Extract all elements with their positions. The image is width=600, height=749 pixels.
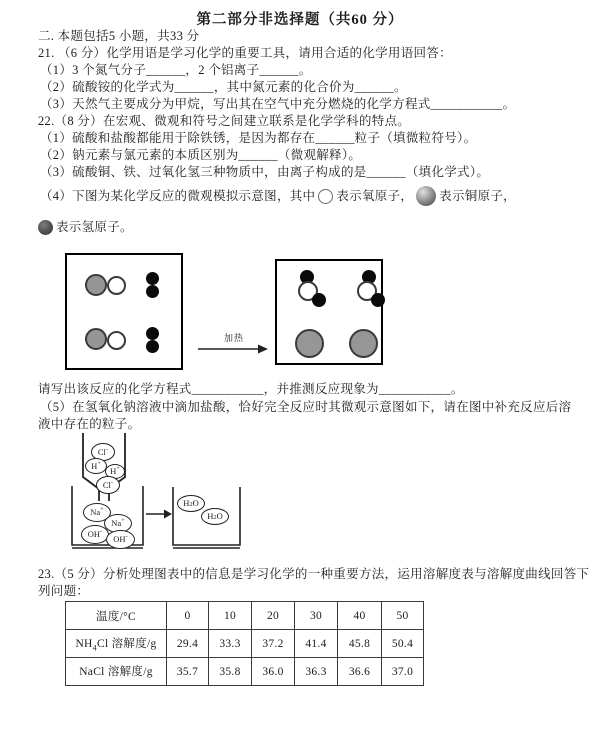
- table-cell: 36.6: [338, 658, 382, 686]
- reaction-arrow: [196, 342, 272, 356]
- q22-part4: [40, 186, 516, 206]
- ion-sodium: Na +: [104, 514, 132, 533]
- q22-part2: （2）钠元素与氯元素的本质区别为______（微观解释）。: [40, 148, 362, 162]
- q23-stem-line2: 列问题：: [38, 584, 90, 598]
- oxygen-atom-icon: [318, 189, 333, 204]
- hydrogen-atom: [146, 272, 159, 285]
- reaction-condition-label: 加热: [224, 333, 245, 343]
- copper-legend-label: 表示铜原子，: [439, 189, 516, 203]
- table-cell: 36.3: [295, 658, 338, 686]
- ion-chloride: Cl -: [96, 476, 120, 494]
- hydrogen-atom: [146, 327, 159, 340]
- solubility-table: [65, 601, 424, 686]
- ion-hydrogen: H +: [105, 464, 125, 479]
- copper-atom: [85, 274, 107, 296]
- table-header-cell: 40: [338, 602, 382, 630]
- hydrogen-atom-icon: [38, 220, 53, 235]
- ion-hydrogen: H +: [85, 458, 107, 474]
- row-label-cell: $NH_4Cl$ 溶解度/g: [66, 630, 167, 658]
- table-header-cell: 温度/°C: [66, 602, 167, 630]
- table-header-cell: 50: [382, 602, 424, 630]
- q21-part1: （1）3 个氮气分子______，2 个铝离子______。: [40, 63, 312, 77]
- q22-part4-hydrogen-legend: [38, 219, 133, 235]
- oxygen-legend-label: 表示氧原子，: [336, 189, 414, 203]
- ion-chloride: Cl -: [91, 443, 115, 461]
- ion-hydroxide: OH -: [81, 525, 109, 544]
- q21-part3: （3）天然气主要成分为甲烷，写出其在空气中充分燃烧的化学方程式___________。: [40, 97, 516, 111]
- ion-sodium: Na +: [83, 503, 111, 522]
- table-header-cell: 20: [252, 602, 295, 630]
- products-box: [275, 259, 383, 365]
- q22-part4-equation: 请写出该反应的化学方程式___________，并推测反应现象为___________。: [38, 382, 464, 396]
- hydrogen-atom: [146, 340, 159, 353]
- table-cell: 29.4: [167, 630, 209, 658]
- q22-part1: （1）硫酸和盐酸都能用于除铁锈，是因为都存在______粒子（填微粒符号）。: [40, 131, 477, 145]
- section-note: 二. 本题包括5 小题，共33 分: [38, 29, 200, 43]
- table-row-nh4cl: [66, 630, 424, 658]
- hydrogen-atom: [146, 285, 159, 298]
- molecule-water: H $_2$ O: [177, 495, 205, 512]
- copper-atom: [349, 329, 378, 358]
- q22-part5-line1: （5）在氢氧化钠溶液中滴加盐酸，恰好完全反应时其微观示意图如下，请在图中补充反应后溶: [40, 400, 572, 414]
- q21-part2: （2）硫酸铵的化学式为______，其中氮元素的化合价为______。: [40, 80, 407, 94]
- q23-stem-line1: 23.（5 分）分析处理图表中的信息是学习化学的一种重要方法，运用溶解度表与溶解度曲线回答下: [38, 567, 590, 581]
- reactants-box: [65, 253, 183, 370]
- hydrogen-legend-label: 表示氢原子。: [56, 220, 133, 234]
- q22-stem: 22.（8 分）在宏观、微观和符号之间建立联系是化学学科的特点。: [38, 114, 411, 128]
- hydrogen-atom: [371, 293, 385, 307]
- table-cell: 35.8: [209, 658, 252, 686]
- hydrogen-atom: [312, 293, 326, 307]
- ion-hydroxide: OH -: [106, 530, 135, 549]
- table-header-cell: 0: [167, 602, 209, 630]
- q22-part4-text: （4）下图为某化学反应的微观模拟示意图，其中: [40, 189, 316, 203]
- oxygen-atom: [107, 276, 126, 295]
- page-title: 第二部分非选择题（共60 分）: [196, 12, 404, 28]
- table-cell: 36.0: [252, 658, 295, 686]
- table-cell: 37.0: [382, 658, 424, 686]
- q22-part3: （3）硫酸铜、铁、过氧化氢三种物质中，由离子构成的是______（填化学式）。: [40, 165, 490, 179]
- table-cell: 45.8: [338, 630, 382, 658]
- copper-atom: [295, 329, 324, 358]
- table-cell: 41.4: [295, 630, 338, 658]
- copper-atom-icon: [416, 186, 436, 206]
- table-row-nacl: [66, 658, 424, 686]
- molecule-water: H $_2$ O: [201, 508, 229, 525]
- q21-stem: 21. （6 分）化学用语是学习化学的重要工具，请用合适的化学用语回答：: [38, 46, 452, 60]
- q22-part5-line2: 液中存在的粒子。: [38, 417, 141, 431]
- table-cell: 37.2: [252, 630, 295, 658]
- table-header-cell: 10: [209, 602, 252, 630]
- copper-atom: [85, 328, 107, 350]
- oxygen-atom: [107, 331, 126, 350]
- table-header-row: [66, 602, 424, 630]
- table-cell: 50.4: [382, 630, 424, 658]
- table-header-cell: 30: [295, 602, 338, 630]
- table-cell: 35.7: [167, 658, 209, 686]
- transform-arrow-head: [164, 510, 172, 519]
- table-cell: 33.3: [209, 630, 252, 658]
- row-label-cell: NaCl 溶解度/g: [66, 658, 167, 686]
